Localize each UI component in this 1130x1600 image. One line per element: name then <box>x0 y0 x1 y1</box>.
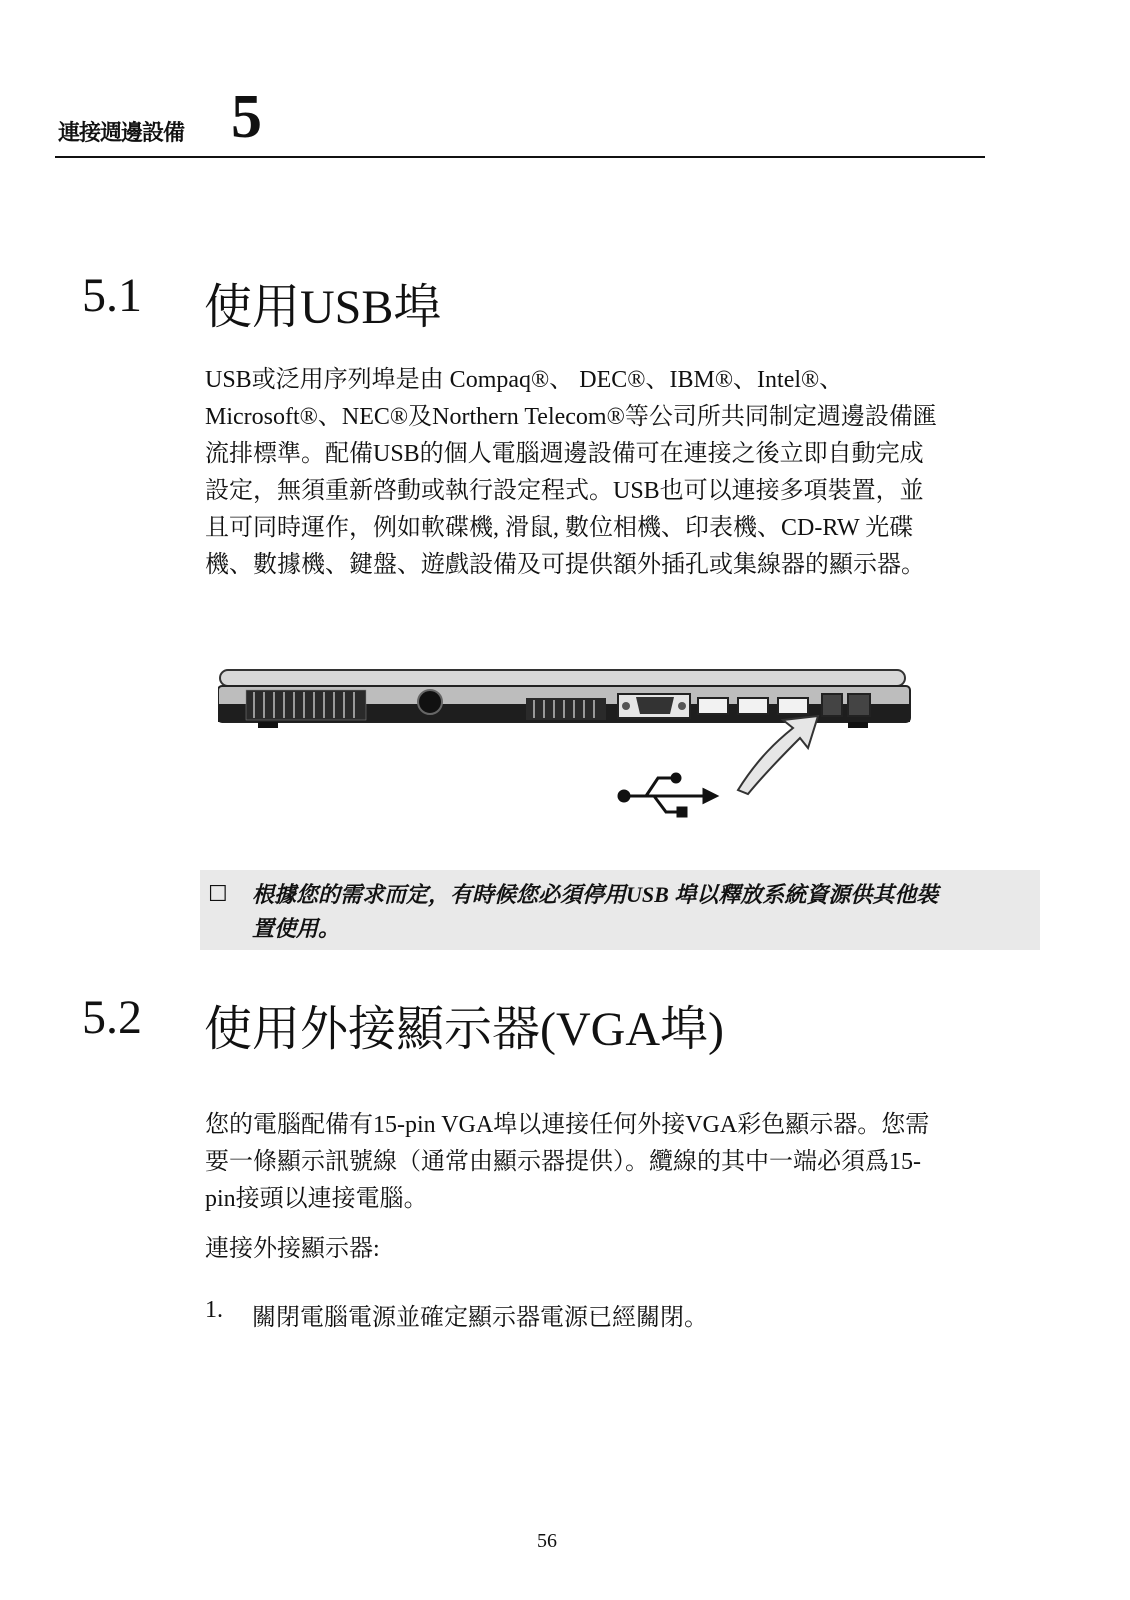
page-number: 56 <box>537 1530 557 1552</box>
paragraph-line: 且可同時運作，例如軟碟機, 滑鼠, 數位相機、印表機、CD-RW 光碟 <box>205 515 914 541</box>
paragraph-line: pin接頭以連接電腦。 <box>205 1186 428 1212</box>
paragraph-line: 流排標準。配備USB的個人電腦週邊設備可在連接之後立即自動完成 <box>205 441 924 467</box>
paragraph-line: 機、數據機、鍵盤、遊戲設備及可提供額外插孔或集線器的顯示器。 <box>205 552 925 578</box>
paragraph-line: 要一條顯示訊號線（通常由顯示器提供）。纜線的其中一端必須爲15- <box>205 1149 921 1175</box>
paragraph-line: 設定，無須重新啓動或執行設定程式。USB也可以連接多項裝置，並 <box>205 478 924 504</box>
note-line: 置使用。 <box>252 916 341 941</box>
note-box <box>200 870 1040 950</box>
note-text <box>252 878 992 946</box>
laptop-usb-port-illustration <box>218 668 938 858</box>
paragraph-line: USB或泛用序列埠是由 Compaq®、 DEC®、IBM®、Intel®、 <box>205 367 844 393</box>
list-text: 關閉電腦電源並確定顯示器電源已經關閉。 <box>252 1305 708 1331</box>
section-title: 使用USB埠 <box>204 281 442 334</box>
chapter-title: 連接週邊設備 <box>58 121 185 146</box>
chapter-number: 5 <box>231 83 262 151</box>
note-icon: ☐ <box>208 882 228 907</box>
chapter-header <box>55 82 985 158</box>
section-title: 使用外接顯示器(VGA埠) <box>204 1003 724 1056</box>
vga-paragraph <box>205 1107 1035 1218</box>
note-line: 根據您的需求而定，有時候您必須停用USB 埠以釋放系統資源供其他裝 <box>252 882 939 907</box>
vga-subheading: 連接外接顯示器: <box>205 1236 380 1262</box>
paragraph-line: 您的電腦配備有15-pin VGA埠以連接任何外接VGA彩色顯示器。您需 <box>205 1112 930 1138</box>
list-number: 1. <box>205 1297 223 1323</box>
section-number: 5.2 <box>82 991 142 1044</box>
section-number: 5.1 <box>82 269 142 322</box>
paragraph-line: Microsoft®、NEC®及Northern Telecom®等公司所共同制定週邊設備匯 <box>205 404 937 430</box>
usb-paragraph <box>205 362 1035 584</box>
